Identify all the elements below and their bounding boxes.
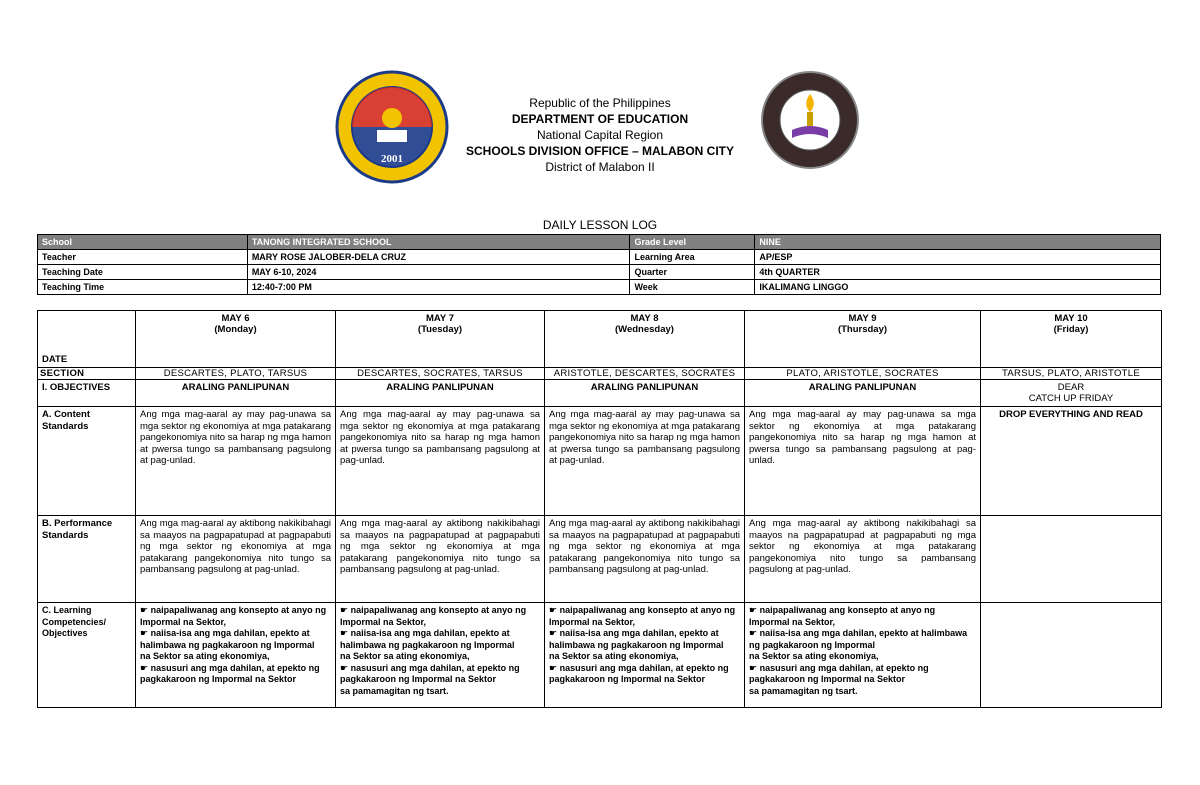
competency-item: naiisa-isa ang mga dahilan, epekto at halimbawa ng pagkakaroon ng Impormal <box>749 628 968 650</box>
date-col-label: DATE <box>38 311 136 368</box>
objectives-label: I. OBJECTIVES <box>38 380 136 407</box>
pointing-hand-icon: ☛ <box>140 662 149 673</box>
competency-item: na Sektor sa ating ekonomiya, <box>749 651 879 661</box>
time-label: Teaching Time <box>38 280 248 295</box>
section-row <box>38 368 1162 380</box>
document-header <box>440 95 760 175</box>
friday-content-cell: DROP EVERYTHING AND READ <box>981 407 1162 516</box>
competency-item: nasusuri ang mga dahilan, at epekto ng pagkakaroon ng Impormal na Sektor <box>749 662 929 684</box>
teacher-label: Teacher <box>38 250 248 265</box>
content-cell: Ang mga mag-aaral ay may pag-unawa sa mga sektor ng ekonomiya at mga patakarang pangekonomiya nito sa harap ng mga hamon at pwersa tungo sa pambansang pagsulong at pag-unlad. <box>745 407 981 516</box>
subject-cell: ARALING PANLIPUNAN <box>136 380 336 407</box>
time-value: 12:40-7:00 PM <box>247 280 630 295</box>
competency-item: naiisa-isa ang mga dahilan, epekto at halimbawa ng pagkakaroon ng Impormal <box>549 628 724 650</box>
section-cell: DESCARTES, PLATO, TARSUS <box>136 368 336 380</box>
week-label: Week <box>630 280 755 295</box>
day-header <box>336 311 545 368</box>
subject-cell: ARALING PANLIPUNAN <box>745 380 981 407</box>
district-line: District of Malabon II <box>545 160 655 174</box>
day-header <box>545 311 745 368</box>
competency-item: naipapaliwanag ang konsepto at anyo ng Impormal na Sektor, <box>549 605 736 627</box>
competency-cell <box>336 603 545 708</box>
competencies-label: C. Learning Competencies/ Objectives <box>38 603 136 708</box>
day-date: MAY 7 <box>426 313 454 324</box>
date-label: Teaching Date <box>38 265 248 280</box>
date-value: MAY 6-10, 2024 <box>247 265 630 280</box>
competency-item: nasusuri ang mga dahilan, at epekto ng pagkakaroon ng Impormal na Sektor <box>340 662 520 684</box>
competency-cell-empty <box>981 603 1162 708</box>
content-cell: Ang mga mag-aaral ay may pag-unawa sa mga sektor ng ekonomiya at mga patakarang pangekonomiya nito sa harap ng mga hamon at pwersa tungo sa pambansang pagsulong at pag-unlad. <box>336 407 545 516</box>
sdo-malabon-seal <box>335 70 450 185</box>
pointing-hand-icon: ☛ <box>140 605 149 615</box>
friday-objective-cell <box>981 380 1162 407</box>
day-name: (Thursday) <box>837 324 888 335</box>
grade-label: Grade Level <box>630 235 755 250</box>
competency-item: sa pamamagitan ng tsart. <box>749 685 858 696</box>
content-standards-label: A. Content Standards <box>38 407 136 516</box>
performance-cell: Ang mga mag-aaral ay aktibong nakikibahagi sa maayos na pagpapatupad at pagpapabuti ng mga sektor ng ekonomiya at mga patakarang pangekonomiya nito tungo sa pambansang pagsulong at pag-unlad. <box>336 516 545 603</box>
seal-year: 2001 <box>381 153 403 165</box>
day-date: MAY 8 <box>630 313 659 324</box>
time-row <box>38 280 1161 295</box>
pointing-hand-icon: ☛ <box>549 662 558 673</box>
section-cell: PLATO, ARISTOTLE, SOCRATES <box>745 368 981 380</box>
pointing-hand-icon: ☛ <box>749 605 758 615</box>
performance-standards-row <box>38 516 1162 603</box>
section-cell: DESCARTES, SOCRATES, TARSUS <box>336 368 545 380</box>
competency-item: na Sektor sa ating ekonomiya, <box>549 651 679 661</box>
performance-cell-empty <box>981 516 1162 603</box>
performance-cell: Ang mga mag-aaral ay aktibong nakikibahagi sa maayos na pagpapatupad at pagpapabuti ng mga sektor ng ekonomiya at mga patakarang pangekonomiya nito tungo sa pambansang pagsulong at pag-unlad. <box>136 516 336 603</box>
objectives-row <box>38 380 1162 407</box>
area-label: Learning Area <box>630 250 755 265</box>
teacher-value: MARY ROSE JALOBER-DELA CRUZ <box>247 250 630 265</box>
school-label: School <box>38 235 248 250</box>
competency-item: nasusuri ang mga dahilan, at epekto ng pagkakaroon ng Impormal na Sektor <box>549 662 729 684</box>
day-name: (Tuesday) <box>417 324 463 335</box>
page-title: DAILY LESSON LOG <box>542 218 658 232</box>
school-row <box>38 235 1161 250</box>
competency-item: naiisa-isa ang mga dahilan, epekto at halimbawa ng pagkakaroon ng Impormal <box>340 628 515 650</box>
friday-obj-line2: CATCH UP FRIDAY <box>1028 393 1114 404</box>
pointing-hand-icon: ☛ <box>340 662 349 673</box>
area-value: AP/ESP <box>755 250 1161 265</box>
day-name: (Wednesday) <box>615 324 674 335</box>
day-header <box>981 311 1162 368</box>
competencies-row <box>38 603 1162 708</box>
day-name: (Monday) <box>214 324 257 335</box>
pointing-hand-icon: ☛ <box>549 605 558 615</box>
republic-line: Republic of the Philippines <box>529 96 671 110</box>
department-line: DEPARTMENT OF EDUCATION <box>511 112 689 126</box>
competency-item: naipapaliwanag ang konsepto at anyo ng Impormal na Sektor, <box>140 605 327 627</box>
performance-cell: Ang mga mag-aaral ay aktibong nakikibahagi sa maayos na pagpapatupad at pagpapabuti ng mga sektor ng ekonomiya at mga patakarang pangekonomiya nito tungo sa pambansang pagsulong at pag-unlad. <box>745 516 981 603</box>
subject-cell: ARALING PANLIPUNAN <box>545 380 745 407</box>
competency-item: nasusuri ang mga dahilan, at epekto ng pagkakaroon ng Impormal na Sektor <box>140 662 320 684</box>
competency-item: na Sektor sa ating ekonomiya, <box>340 651 470 661</box>
quarter-value: 4th QUARTER <box>755 265 1161 280</box>
region-line: National Capital Region <box>536 128 664 142</box>
tanong-school-seal <box>760 70 860 170</box>
section-label: SECTION <box>38 368 136 380</box>
competency-item: naipapaliwanag ang konsepto at anyo ng Impormal na Sektor, <box>749 605 936 627</box>
performance-cell: Ang mga mag-aaral ay aktibong nakikibahagi sa maayos na pagpapatupad at pagpapabuti ng mga sektor ng ekonomiya at mga patakarang pangekonomiya nito tungo sa pambansang pagsulong at pag-unlad. <box>545 516 745 603</box>
competency-cell <box>545 603 745 708</box>
section-cell: TARSUS, PLATO, ARISTOTLE <box>981 368 1162 380</box>
pointing-hand-icon: ☛ <box>340 628 349 638</box>
day-date: MAY 10 <box>1054 313 1088 324</box>
school-info-table <box>37 234 1161 295</box>
friday-obj-line1: DEAR <box>1057 382 1085 393</box>
day-date: MAY 6 <box>221 313 250 324</box>
pointing-hand-icon: ☛ <box>549 628 558 638</box>
day-header <box>136 311 336 368</box>
competency-item: sa pamamagitan ng tsart. <box>340 685 449 696</box>
performance-standards-label: B. Performance Standards <box>38 516 136 603</box>
quarter-label: Quarter <box>630 265 755 280</box>
competency-item: naiisa-isa ang mga dahilan, epekto at halimbawa ng pagkakaroon ng Impormal <box>140 628 315 650</box>
teacher-row <box>38 250 1161 265</box>
section-cell: ARISTOTLE, DESCARTES, SOCRATES <box>545 368 745 380</box>
week-value: IKALIMANG LINGGO <box>755 280 1161 295</box>
competency-cell <box>136 603 336 708</box>
competency-cell <box>745 603 981 708</box>
date-header-row <box>38 311 1162 368</box>
pointing-hand-icon: ☛ <box>749 628 758 638</box>
content-standards-row <box>38 407 1162 516</box>
date-row <box>38 265 1161 280</box>
division-line: SCHOOLS DIVISION OFFICE – MALABON CITY <box>465 144 734 158</box>
school-value: TANONG INTEGRATED SCHOOL <box>247 235 630 250</box>
competency-item: naipapaliwanag ang konsepto at anyo ng Impormal na Sektor, <box>340 605 527 627</box>
day-header <box>745 311 981 368</box>
day-name: (Friday) <box>1053 324 1089 335</box>
pointing-hand-icon: ☛ <box>340 605 349 615</box>
content-cell: Ang mga mag-aaral ay may pag-unawa sa mga sektor ng ekonomiya at mga patakarang pangekonomiya nito sa harap ng mga hamon at pwersa tungo sa pambansang pagsulong at pag-unlad. <box>545 407 745 516</box>
pointing-hand-icon: ☛ <box>140 628 149 638</box>
content-cell: Ang mga mag-aaral ay may pag-unawa sa mga sektor ng ekonomiya at mga patakarang pangekonomiya nito sa harap ng mga hamon at pwersa tungo sa pambansang pagsulong at pag-unlad. <box>136 407 336 516</box>
competency-item: na Sektor sa ating ekonomiya, <box>140 651 270 661</box>
pointing-hand-icon: ☛ <box>749 662 758 673</box>
day-date: MAY 9 <box>848 313 877 324</box>
grade-value: NINE <box>755 235 1161 250</box>
subject-cell: ARALING PANLIPUNAN <box>336 380 545 407</box>
lesson-log-table <box>37 310 1162 708</box>
